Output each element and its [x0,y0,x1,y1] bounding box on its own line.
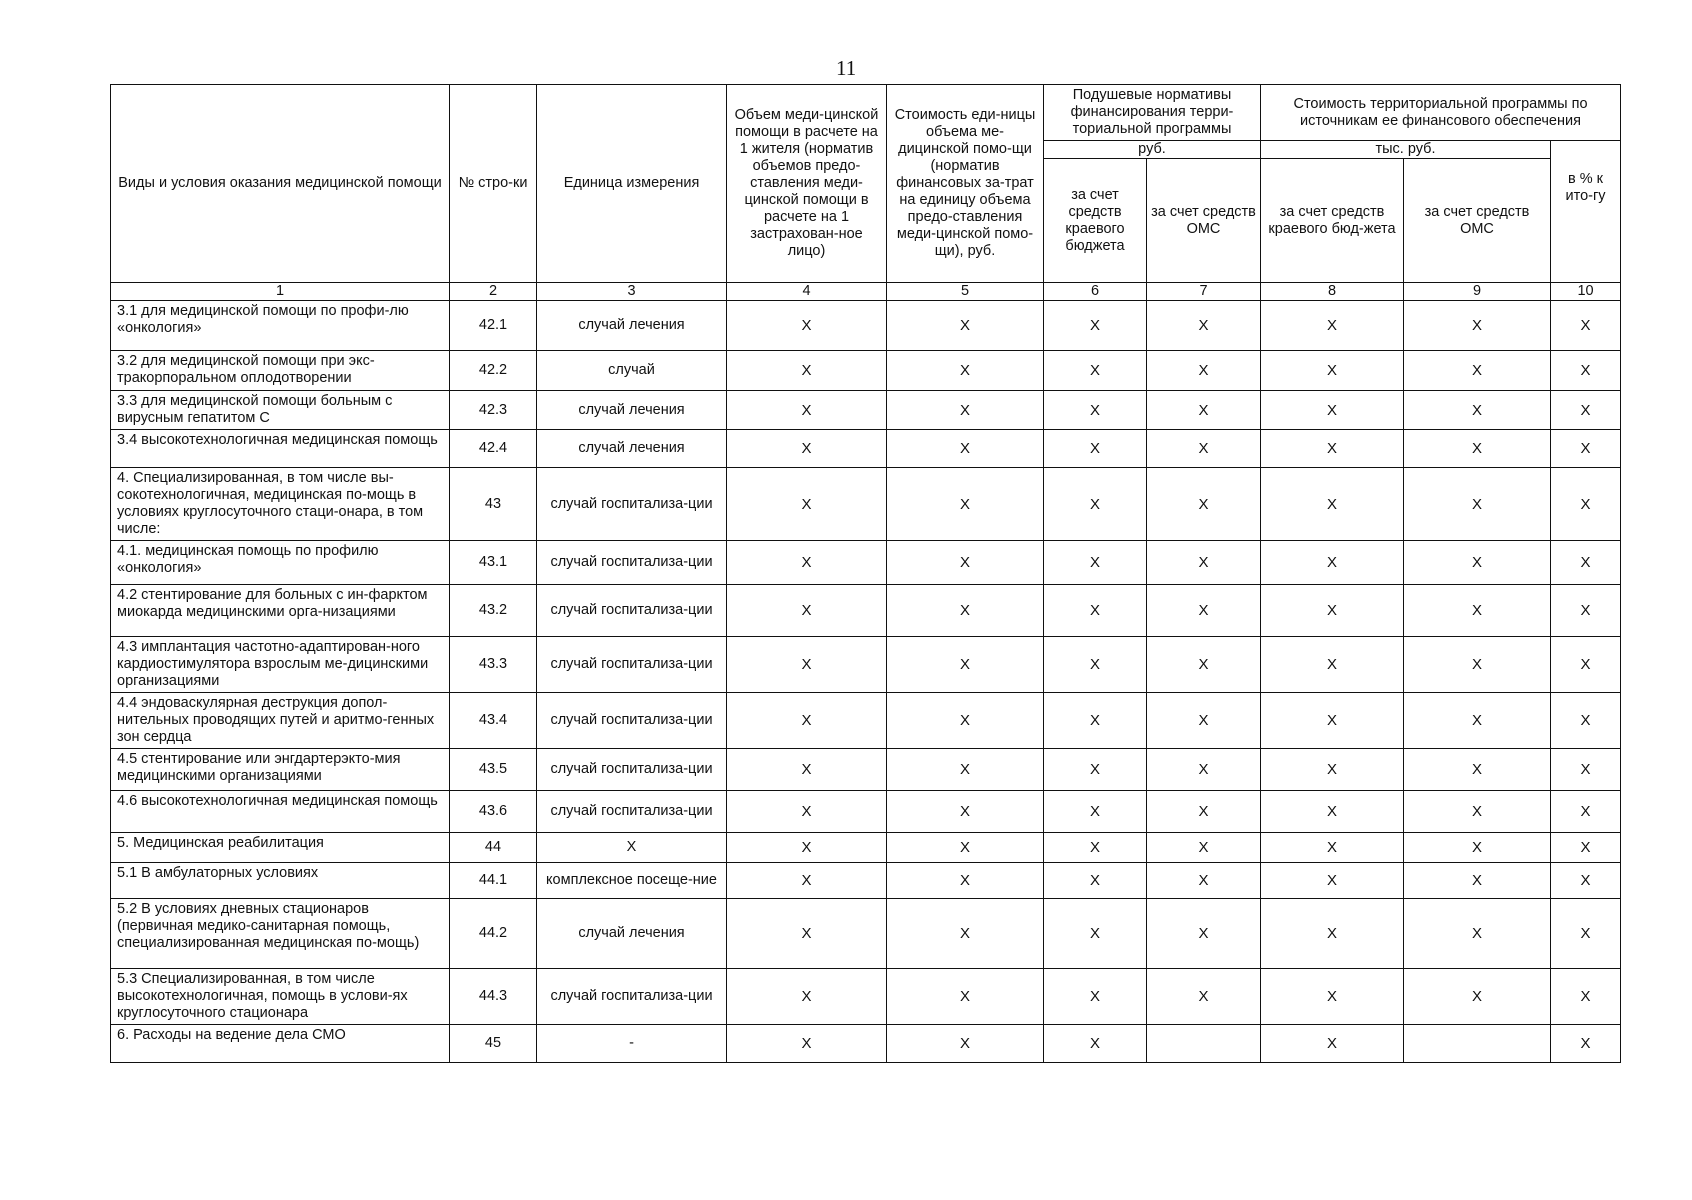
cell-cost-regional: X [1261,468,1404,541]
cell-volume: X [727,791,887,833]
cell-cost-oms: X [1404,585,1551,637]
cell-per-capita-oms: X [1147,863,1261,899]
program-cost-table [110,84,1621,1063]
cell-unit: случай лечения [537,391,727,430]
header-per-capita-group: Подушевые нормативы финансирования терри-ториальной программы [1044,85,1261,141]
table-body [111,301,1621,1063]
column-number: 2 [450,283,537,301]
cell-type: 5.2 В условиях дневных стационаров (первичная медико-санитарная помощь, специализированная медицинская по-мощь) [111,899,450,969]
cell-unit: случай [537,351,727,391]
cell-per-capita-regional: X [1044,863,1147,899]
cell-row-number: 42.4 [450,430,537,468]
cell-cost-oms: X [1404,351,1551,391]
table-row [111,749,1621,791]
cell-per-capita-regional: X [1044,791,1147,833]
cell-type: 5.1 В амбулаторных условиях [111,863,450,899]
table-row [111,391,1621,430]
cell-volume: X [727,468,887,541]
cell-row-number: 44 [450,833,537,863]
column-number: 7 [1147,283,1261,301]
cell-per-capita-oms: X [1147,391,1261,430]
cell-type: 3.4 высокотехнологичная медицинская помощь [111,430,450,468]
cell-unit-cost: X [887,585,1044,637]
header-percent-total: в % к ито-гу [1551,141,1621,283]
cell-cost-regional: X [1261,430,1404,468]
cell-volume: X [727,693,887,749]
table-row [111,301,1621,351]
cell-row-number: 42.1 [450,301,537,351]
cell-cost-oms: X [1404,301,1551,351]
header-cost-oms: за счет средств ОМС [1404,159,1551,283]
cell-unit: случай госпитализа-ции [537,585,727,637]
cell-cost-oms: X [1404,468,1551,541]
cell-unit-cost: X [887,749,1044,791]
cell-percent-total: X [1551,541,1621,585]
cell-unit: - [537,1025,727,1063]
cell-per-capita-oms: X [1147,637,1261,693]
cell-percent-total: X [1551,468,1621,541]
cell-cost-oms: X [1404,693,1551,749]
cell-percent-total: X [1551,833,1621,863]
header-per-capita-unit: руб. [1044,141,1261,159]
cell-per-capita-oms: X [1147,430,1261,468]
cell-per-capita-regional: X [1044,899,1147,969]
cell-row-number: 43.2 [450,585,537,637]
cell-volume: X [727,430,887,468]
table-header [111,85,1621,301]
cell-per-capita-regional: X [1044,585,1147,637]
table-row [111,899,1621,969]
cell-unit: случай госпитализа-ции [537,969,727,1025]
header-cost-regional: за счет средств краевого бюд-жета [1261,159,1404,283]
cell-cost-regional: X [1261,749,1404,791]
cell-per-capita-oms: X [1147,351,1261,391]
cell-percent-total: X [1551,899,1621,969]
cell-per-capita-oms: X [1147,791,1261,833]
cell-percent-total: X [1551,969,1621,1025]
cell-type: 4.1. медицинская помощь по профилю «онкология» [111,541,450,585]
cell-per-capita-oms: X [1147,899,1261,969]
cell-unit: случай лечения [537,899,727,969]
cell-unit: случай госпитализа-ции [537,468,727,541]
cell-unit-cost: X [887,301,1044,351]
cell-cost-regional: X [1261,301,1404,351]
table-row [111,541,1621,585]
cell-unit: случай госпитализа-ции [537,749,727,791]
cell-per-capita-regional: X [1044,637,1147,693]
cell-unit-cost: X [887,637,1044,693]
cell-volume: X [727,585,887,637]
cell-percent-total: X [1551,430,1621,468]
cell-per-capita-regional: X [1044,693,1147,749]
cell-cost-regional: X [1261,899,1404,969]
cell-cost-regional: X [1261,391,1404,430]
cell-percent-total: X [1551,351,1621,391]
cell-cost-oms: X [1404,791,1551,833]
cell-unit-cost: X [887,1025,1044,1063]
cell-unit-cost: X [887,391,1044,430]
cell-volume: X [727,391,887,430]
cell-percent-total: X [1551,637,1621,693]
cell-volume: X [727,969,887,1025]
cell-type: 4.5 стентирование или энгдартерэкто-мия медицинскими организациями [111,749,450,791]
cell-cost-oms: X [1404,749,1551,791]
cell-cost-regional: X [1261,863,1404,899]
table-row [111,693,1621,749]
cell-row-number: 43 [450,468,537,541]
column-number: 5 [887,283,1044,301]
cell-type: 3.1 для медицинской помощи по профи-лю «онкология» [111,301,450,351]
cell-row-number: 45 [450,1025,537,1063]
cell-type: 5.3 Специализированная, в том числе высокотехнологичная, помощь в услови-ях круглосуточного стационара [111,969,450,1025]
cell-unit: случай госпитализа-ции [537,693,727,749]
cell-row-number: 42.2 [450,351,537,391]
cell-type: 3.3 для медицинской помощи больным с вирусным гепатитом С [111,391,450,430]
cell-per-capita-oms: X [1147,749,1261,791]
cell-volume: X [727,863,887,899]
cell-cost-oms: X [1404,899,1551,969]
table-row [111,637,1621,693]
cell-per-capita-oms: X [1147,541,1261,585]
cell-row-number: 43.3 [450,637,537,693]
cell-type: 6. Расходы на ведение дела СМО [111,1025,450,1063]
table-row [111,969,1621,1025]
cell-percent-total: X [1551,301,1621,351]
cell-percent-total: X [1551,585,1621,637]
cell-per-capita-oms: X [1147,301,1261,351]
cell-cost-oms: X [1404,541,1551,585]
cell-unit-cost: X [887,833,1044,863]
cell-type: 3.2 для медицинской помощи при экс-тракорпоральном оплодотворении [111,351,450,391]
cell-cost-oms: X [1404,391,1551,430]
cell-unit: X [537,833,727,863]
cell-type: 4.2 стентирование для больных с ин-фарктом миокарда медицинскими орга-низациями [111,585,450,637]
cell-cost-oms [1404,1025,1551,1063]
header-per-capita-regional: за счет средств краевого бюджета [1044,159,1147,283]
cell-per-capita-regional: X [1044,541,1147,585]
cell-per-capita-regional: X [1044,430,1147,468]
cell-cost-oms: X [1404,833,1551,863]
cell-per-capita-regional: X [1044,301,1147,351]
cell-cost-regional: X [1261,1025,1404,1063]
header-unit-cost: Стоимость еди-ницы объема ме-дицинской помо-щи (норматив финансовых за-трат на единицу объема предо-ставления меди-цинской помо-щи), руб. [887,85,1044,283]
cell-row-number: 43.5 [450,749,537,791]
cell-type: 4. Специализированная, в том числе вы-сокотехнологичная, медицинская по-мощь в условиях круглосуточного стаци-онара, в том числе: [111,468,450,541]
cell-unit-cost: X [887,899,1044,969]
cell-percent-total: X [1551,391,1621,430]
cell-type: 4.6 высокотехнологичная медицинская помощь [111,791,450,833]
cell-cost-regional: X [1261,541,1404,585]
table-row [111,585,1621,637]
cell-unit: случай лечения [537,430,727,468]
cell-cost-regional: X [1261,585,1404,637]
cell-per-capita-oms: X [1147,969,1261,1025]
cell-percent-total: X [1551,749,1621,791]
cell-percent-total: X [1551,791,1621,833]
cell-cost-regional: X [1261,833,1404,863]
page-number: 11 [836,56,857,80]
table-row [111,863,1621,899]
cell-row-number: 42.3 [450,391,537,430]
cell-volume: X [727,637,887,693]
header-row-number: № стро-ки [450,85,537,283]
header-per-capita-oms: за счет средств ОМС [1147,159,1261,283]
cell-row-number: 43.6 [450,791,537,833]
cell-per-capita-oms: X [1147,468,1261,541]
table-row [111,791,1621,833]
table-row [111,833,1621,863]
cell-cost-oms: X [1404,637,1551,693]
cell-row-number: 44.2 [450,899,537,969]
cell-cost-oms: X [1404,430,1551,468]
cell-volume: X [727,1025,887,1063]
table-row [111,468,1621,541]
cell-cost-regional: X [1261,969,1404,1025]
cell-unit-cost: X [887,541,1044,585]
column-number: 1 [111,283,450,301]
cell-unit-cost: X [887,863,1044,899]
header-cost-unit: тыс. руб. [1261,141,1551,159]
cell-unit: случай госпитализа-ции [537,637,727,693]
column-numbers-row [111,283,1621,301]
cell-unit-cost: X [887,430,1044,468]
cell-unit: случай госпитализа-ции [537,791,727,833]
cell-row-number: 44.1 [450,863,537,899]
column-number: 10 [1551,283,1621,301]
cell-per-capita-regional: X [1044,391,1147,430]
table-row [111,430,1621,468]
cell-volume: X [727,541,887,585]
cell-per-capita-regional: X [1044,468,1147,541]
cell-per-capita-regional: X [1044,351,1147,391]
column-number: 4 [727,283,887,301]
cell-per-capita-regional: X [1044,833,1147,863]
column-number: 6 [1044,283,1147,301]
cell-volume: X [727,899,887,969]
cell-volume: X [727,301,887,351]
cell-cost-oms: X [1404,863,1551,899]
table-row [111,1025,1621,1063]
cell-row-number: 44.3 [450,969,537,1025]
cell-unit: случай лечения [537,301,727,351]
header-type-conditions: Виды и условия оказания медицинской помощи [111,85,450,283]
cell-type: 4.3 имплантация частотно-адаптирован-ного кардиостимулятора взрослым ме-дицинскими организациями [111,637,450,693]
cell-unit-cost: X [887,351,1044,391]
cell-per-capita-oms: X [1147,693,1261,749]
cell-percent-total: X [1551,1025,1621,1063]
column-number: 3 [537,283,727,301]
cell-percent-total: X [1551,863,1621,899]
cell-unit: комплексное посеще-ние [537,863,727,899]
cell-unit-cost: X [887,693,1044,749]
cell-cost-oms: X [1404,969,1551,1025]
header-unit: Единица измерения [537,85,727,283]
cell-cost-regional: X [1261,791,1404,833]
cell-volume: X [727,833,887,863]
cell-per-capita-oms [1147,1025,1261,1063]
column-number: 9 [1404,283,1551,301]
cell-cost-regional: X [1261,351,1404,391]
cell-row-number: 43.1 [450,541,537,585]
cell-per-capita-regional: X [1044,1025,1147,1063]
cell-per-capita-oms: X [1147,585,1261,637]
cell-row-number: 43.4 [450,693,537,749]
header-volume: Объем меди-цинской помощи в расчете на 1 жителя (норматив объемов предо-ставления меди-цинской помощи в расчете на 1 застрахован-ное лицо) [727,85,887,283]
cell-percent-total: X [1551,693,1621,749]
cell-per-capita-regional: X [1044,969,1147,1025]
cell-cost-regional: X [1261,637,1404,693]
cell-cost-regional: X [1261,693,1404,749]
cell-per-capita-regional: X [1044,749,1147,791]
header-cost-group: Стоимость территориальной программы по источникам ее финансового обеспечения [1261,85,1621,141]
column-number: 8 [1261,283,1404,301]
cell-unit: случай госпитализа-ции [537,541,727,585]
cell-type: 4.4 эндоваскулярная деструкция допол-нительных проводящих путей и аритмо-генных зон сердца [111,693,450,749]
cell-volume: X [727,351,887,391]
cell-unit-cost: X [887,468,1044,541]
cell-type: 5. Медицинская реабилитация [111,833,450,863]
cell-volume: X [727,749,887,791]
cell-per-capita-oms: X [1147,833,1261,863]
cell-unit-cost: X [887,791,1044,833]
cell-unit-cost: X [887,969,1044,1025]
table-row [111,351,1621,391]
